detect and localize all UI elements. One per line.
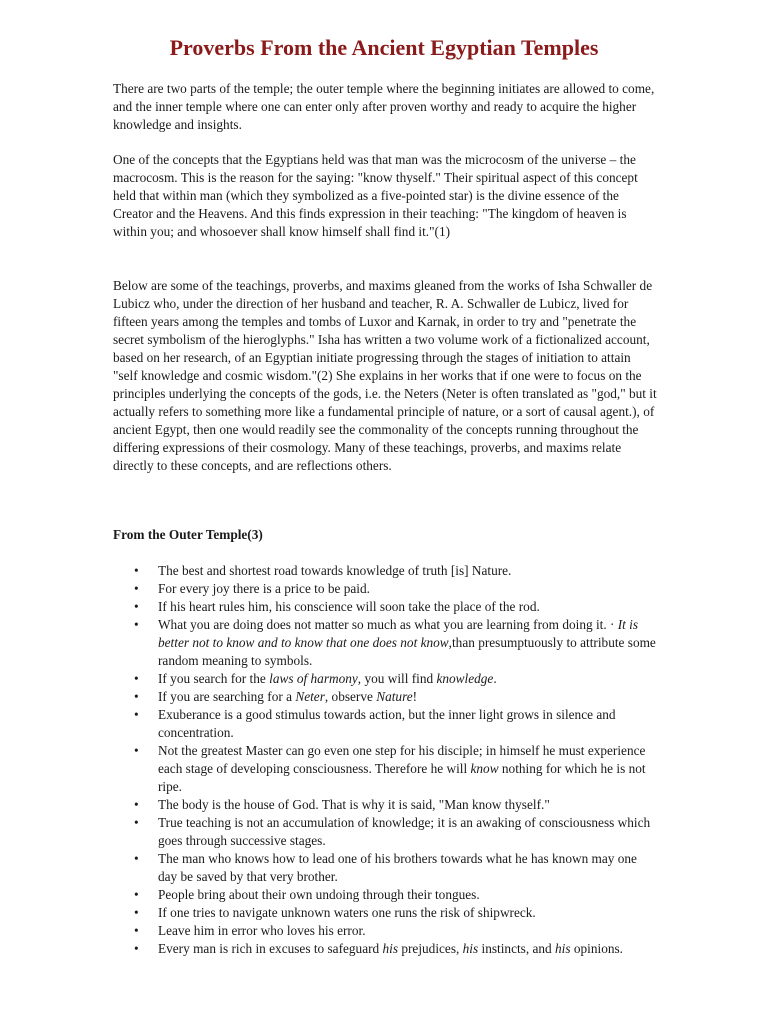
list-item — [113, 616, 658, 670]
proverb-emphasis: laws of harmony — [269, 671, 358, 686]
list-item — [113, 706, 658, 742]
list-item — [113, 796, 658, 814]
proverb-text: Not the greatest Master can go even one step for his disciple; in himself he must experience each stage of developing consciousness. Therefore he will — [158, 743, 646, 776]
microcosm-paragraph: One of the concepts that the Egyptians held was that man was the microcosm of the universe – the macrocosm. This is the reason for the saying: "know thyself." Their spiritual aspect of this concept held that within man (which they symbolized as a five-pointed star) is the divine essence of the Creator and the Heavens. And this finds expression in their teaching: "The kingdom of heaven is within you; and whosoever shall know himself shall find it."(1) — [113, 152, 638, 239]
proverb-text: For every joy there is a price to be paid. — [158, 581, 370, 596]
proverb-emphasis: Neter — [295, 689, 325, 704]
intro-paragraph: There are two parts of the temple; the outer temple where the beginning initiates are allowed to come, and the inner temple where one can enter only after proven worthy and ready to acquire the higher knowledge and insights. — [113, 81, 655, 132]
proverb-text: The best and shortest road towards knowledge of truth [is] Nature. — [158, 563, 512, 578]
section-heading: From the Outer Temple(3) — [113, 527, 263, 542]
list-item — [113, 850, 658, 886]
list-item — [113, 742, 658, 796]
proverb-text: , observe — [324, 689, 377, 704]
proverb-list — [113, 562, 658, 958]
proverb-text: What you are doing does not matter so much as what you are learning from doing it. · — [158, 617, 618, 632]
proverb-text: Every man is rich in excuses to safeguard — [158, 941, 383, 956]
proverb-emphasis: his — [555, 941, 571, 956]
list-item — [113, 814, 658, 850]
proverb-text: ! — [412, 689, 418, 704]
proverb-text: People bring about their own undoing through their tongues. — [158, 887, 480, 902]
page-title: Proverbs From the Ancient Egyptian Temples — [169, 35, 599, 60]
proverb-text: Exuberance is a good stimulus towards action, but the inner light grows in silence and concentration. — [158, 707, 616, 740]
proverb-text: If one tries to navigate unknown waters one runs the risk of shipwreck. — [158, 905, 536, 920]
list-item — [113, 922, 658, 940]
list-item — [113, 688, 658, 706]
proverb-text: opinions. — [570, 941, 624, 956]
list-item — [113, 598, 658, 616]
proverb-emphasis: his — [382, 941, 399, 956]
list-item — [113, 904, 658, 922]
list-item — [113, 940, 658, 958]
list-item — [113, 562, 658, 580]
proverb-emphasis: It is better not to know and to know that one does not know — [158, 617, 639, 650]
proverb-emphasis: knowledge — [436, 671, 494, 686]
proverb-emphasis: know — [470, 761, 499, 776]
proverb-text: ,than presumptuously to attribute some random meaning to symbols. — [158, 635, 656, 668]
proverb-emphasis: his — [462, 941, 479, 956]
proverb-text: True teaching is not an accumulation of knowledge; it is an awaking of consciousness which goes through successive stages. — [158, 815, 651, 848]
proverb-text: If you are searching for a — [158, 689, 296, 704]
list-item — [113, 670, 658, 688]
list-item — [113, 886, 658, 904]
proverb-text: The man who knows how to lead one of his brothers towards what he has known may one day be saved by that very brother. — [158, 851, 637, 884]
proverb-text: , you will find — [357, 671, 437, 686]
proverb-text: The body is the house of God. That is why it is said, "Man know thyself." — [158, 797, 550, 812]
list-item — [113, 580, 658, 598]
proverb-emphasis: Nature — [376, 689, 413, 704]
proverb-text: Leave him in error who loves his error. — [158, 923, 366, 938]
proverb-text: If you search for the — [158, 671, 270, 686]
proverb-text: nothing for which he is not ripe. — [158, 761, 646, 794]
proverb-text: If his heart rules him, his conscience will soon take the place of the rod. — [158, 599, 540, 614]
proverb-text: prejudices, — [398, 941, 463, 956]
teachings-paragraph: Below are some of the teachings, proverbs, and maxims gleaned from the works of Isha Schwaller de Lubicz who, under the direction of her husband and teacher, R. A. Schwaller de Lubicz, lived for fifteen years among the temples and tombs of Luxor and Karnak, in order to try and "penetrate the secret symbolism of the hieroglyphs." Isha has written a two volume work of a fictionalized account, based on her research, of an Egyptian initiate progressing through the stages of initiation to attain "self knowledge and cosmic wisdom."(2) She explains in her works that if one were to focus on the principles underlying the concepts of the gods, i.e. the Neters (Neter is often translated as "god," but it actually refers to something more like a fundamental principle of nature, or a sort of causal agent.), of ancient Egypt, then one would readily see the commonality of the concepts running throughout the differing expressions of their cosmology. Many of these teachings, proverbs, and maxims relate directly to these concepts, and are reflections others. — [113, 278, 657, 473]
proverb-text: instincts, and — [478, 941, 556, 956]
proverb-text: . — [493, 671, 497, 686]
